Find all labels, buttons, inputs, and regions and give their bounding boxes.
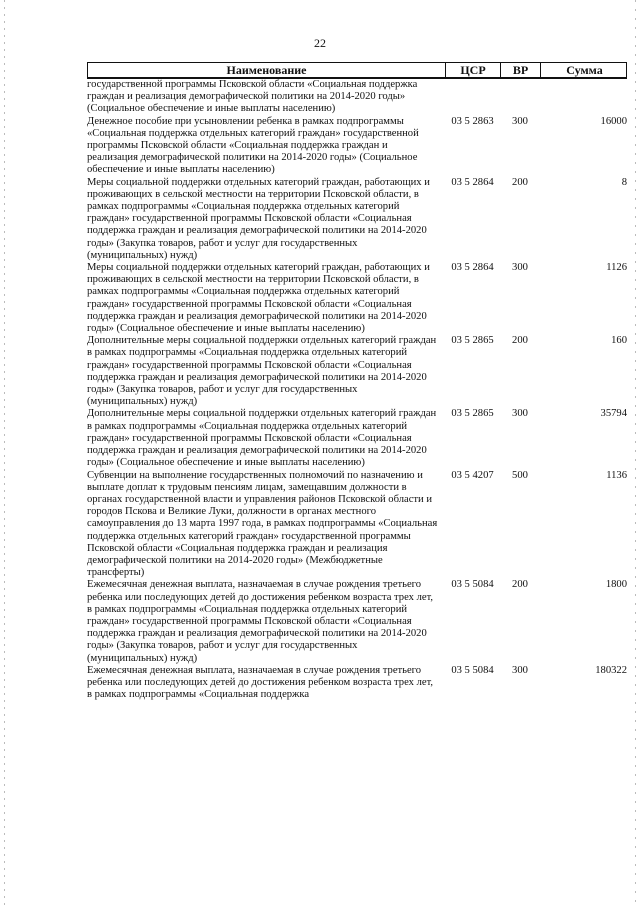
row-vr: 300 [512,408,528,420]
row-csr: 03 5 2863 [451,115,494,127]
row-sum: 1136 [606,469,627,481]
row-sum: 16000 [600,115,627,127]
row-vr [500,79,540,116]
table-row [87,470,627,580]
row-vr: 300 [512,115,528,127]
table-row [87,408,627,469]
row-csr: 03 5 2865 [451,335,494,347]
row-vr: 200 [512,335,528,347]
row-name: Дополнительные меры социальной поддержки отдельных категорий граждан в рамках подпрограммы «Социальная поддержка отдельных категорий граждан» государственной программы Псковской области «Социальная поддержка граждан и реализация демографической политики на 2014-2020 годы» (Закупка товаров, работ и услуг для государственных (муниципальных) нужд) [87,335,437,408]
row-sum: 180322 [595,664,627,676]
row-name: Ежемесячная денежная выплата, назначаемая в случае рождения третьего ребенка или последующих детей до достижения ребенком возраста трех лет, в рамках подпрограммы «Социальная поддержка отдельных категорий граждан» государственной программы Псковской области «Социальная поддержка граждан и реализация демографической политики на 2014-2020 годы» (Закупка товаров, работ и услуг для государственных (муниципальных) нужд) [87,579,434,664]
row-csr: 03 5 2864 [451,176,494,188]
row-name: Дополнительные меры социальной поддержки отдельных категорий граждан в рамках подпрограммы «Социальная поддержка отдельных категорий граждан» государственной программы Псковской области «Социальная поддержка граждан и реализация демографической политики на 2014-2020 годы» (Социальное обеспечение и иные выплаты населению) [87,408,437,469]
row-sum: 160 [611,335,627,347]
row-sum: 1800 [605,579,627,591]
row-vr: 300 [512,262,528,274]
row-name: Ежемесячная денежная выплата, назначаемая в случае рождения третьего ребенка или последующих детей до достижения ребенком возраста трех лет, в рамках подпрограммы «Социальная поддержка [87,664,434,701]
page-number: 22 [314,36,326,50]
row-sum: 35794 [600,408,627,420]
row-name: Меры социальной поддержки отдельных категорий граждан, работающих и проживающих в сельской местности на территории Псковской области, в рамках подпрограммы «Социальная поддержка отдельных категорий граждан» государственной программы Псковской области «Социальная поддержка граждан и реализация демографической политики на 2014-2020 годы» (Социальное обеспечение и иные выплаты населению) [87,262,430,335]
table-row [87,665,627,702]
row-vr: 500 [512,469,528,481]
row-csr: 03 5 5084 [451,579,494,591]
row-sum [540,79,627,116]
row-csr [445,79,500,116]
budget-table [87,62,627,701]
row-vr: 200 [512,176,528,188]
table-row [87,335,627,408]
scan-margin-left [4,0,5,905]
row-sum: 8 [621,176,627,188]
header-vr: ВР [501,63,541,77]
row-name: государственной программы Псковской области «Социальная поддержка граждан и реализация демографической политики на 2014-2020 годы» (Социальное обеспечение и иные выплаты населению) [87,79,418,115]
table-row [87,79,627,116]
row-csr: 03 5 2865 [451,408,494,420]
row-name: Субвенции на выполнение государственных полномочий по назначению и выплате доплат к трудовым пенсиям лицам, замещавшим должности в органах государственной власти и управления районов Псковской области и городов Пскова и Великие Луки, должности в органах местного самоуправления до 13 марта 1997 года, в рамках подпрограммы «Социальная поддержка отдельных категорий граждан» государственной программы Псковской области «Социальная поддержка граждан и реализация демографической политики на 2014-2020 годы» (Межбюджетные трансферты) [87,469,438,579]
row-name: Меры социальной поддержки отдельных категорий граждан, работающих и проживающих в сельской местности на территории Псковской области, в рамках подпрограммы «Социальная поддержка отдельных категорий граждан» государственной программы Псковской области «Социальная поддержка граждан и реализация демографической политики на 2014-2020 годы» (Закупка товаров, работ и услуг для государственных (муниципальных) нужд) [87,176,430,261]
table-row [87,262,627,335]
header-sum: Сумма [566,63,603,77]
row-csr: 03 5 2864 [451,262,494,274]
table-row [87,116,627,177]
row-sum: 1126 [606,262,627,274]
row-vr: 300 [512,664,528,676]
table-header [87,62,627,79]
row-vr: 200 [512,579,528,591]
table-row [87,579,627,664]
row-name: Денежное пособие при усыновлении ребенка в рамках подпрограммы «Социальная поддержка отдельных категорий граждан» государственной программы Псковской области «Социальная поддержка граждан и реализация демографической политики на 2014-2020 годы» (Социальное обеспечение и иные выплаты населению) [87,115,419,176]
header-name: Наименование [88,63,446,77]
row-csr: 03 5 4207 [451,469,494,481]
header-csr: ЦСР [446,63,501,77]
row-csr: 03 5 5084 [451,664,494,676]
table-row [87,177,627,262]
scan-margin-right [635,0,636,905]
